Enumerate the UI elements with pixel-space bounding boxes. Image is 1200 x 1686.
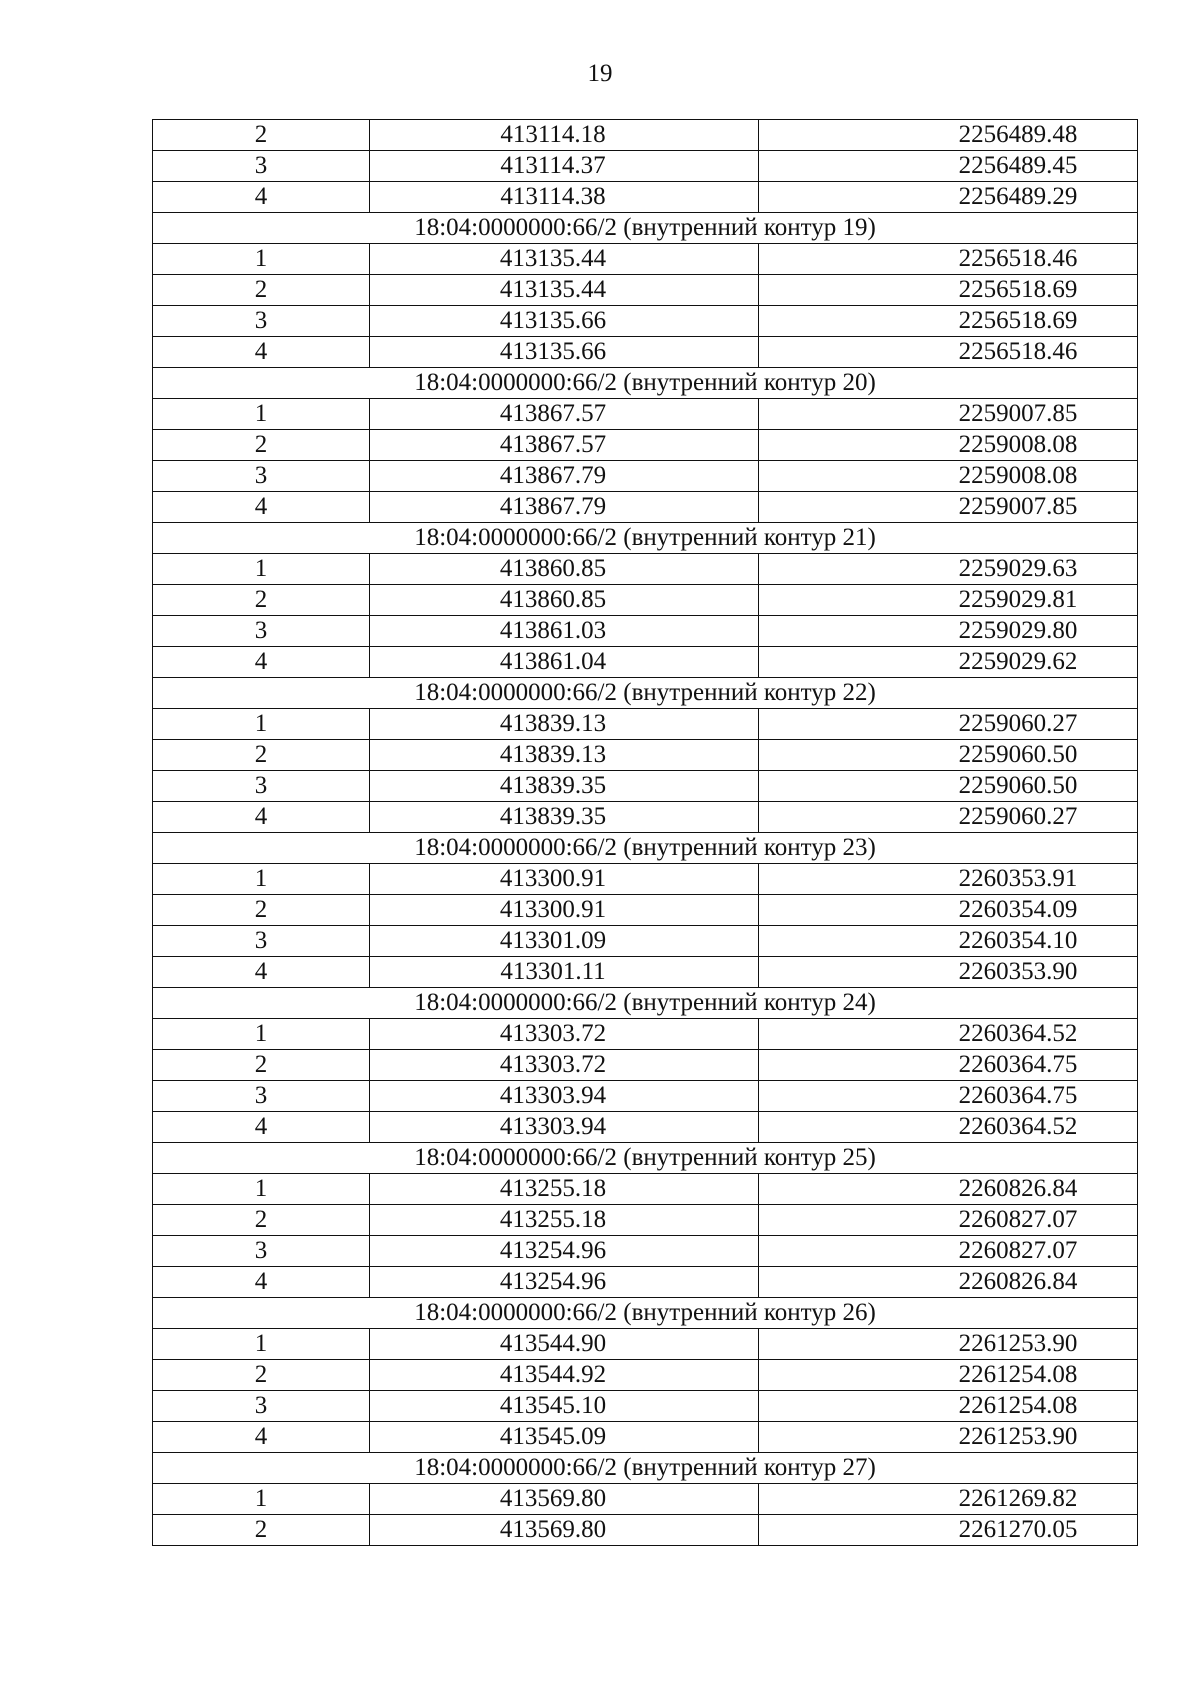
y-coordinate: 2256489.48	[958, 121, 1078, 148]
x-coordinate: 413545.10	[499, 1392, 607, 1419]
y-coordinate: 2260827.07	[958, 1206, 1078, 1233]
y-coordinate-cell	[759, 1112, 1138, 1143]
y-coordinate: 2260353.91	[958, 865, 1078, 892]
table-row	[153, 802, 1138, 833]
x-coordinate-cell	[370, 1422, 759, 1453]
x-coordinate-cell	[370, 1484, 759, 1515]
x-coordinate-cell	[370, 244, 759, 275]
x-coordinate-cell	[370, 1205, 759, 1236]
y-coordinate: 2260354.09	[958, 896, 1078, 923]
page-number: 19	[587, 60, 613, 87]
point-number: 1	[153, 1019, 370, 1050]
x-coordinate-cell	[370, 1081, 759, 1112]
x-coordinate-cell	[370, 802, 759, 833]
x-coordinate-cell	[370, 616, 759, 647]
x-coordinate: 413254.96	[499, 1237, 607, 1264]
x-coordinate-cell	[370, 337, 759, 368]
x-coordinate: 413114.18	[500, 121, 606, 148]
x-coordinate: 413301.09	[499, 927, 607, 954]
x-coordinate: 413544.90	[499, 1330, 607, 1357]
y-coordinate-cell	[759, 461, 1138, 492]
point-number: 3	[153, 151, 370, 182]
point-number: 3	[153, 306, 370, 337]
point-number: 1	[153, 244, 370, 275]
coordinates-table	[152, 119, 1138, 1546]
x-coordinate: 413114.37	[500, 152, 606, 179]
y-coordinate: 2261270.05	[958, 1516, 1078, 1543]
contour-header-row	[153, 523, 1138, 554]
point-number: 3	[153, 1236, 370, 1267]
table-row	[153, 647, 1138, 678]
y-coordinate-cell	[759, 616, 1138, 647]
point-number: 2	[153, 1205, 370, 1236]
point-number: 2	[153, 740, 370, 771]
y-coordinate-cell	[759, 771, 1138, 802]
y-coordinate-cell	[759, 1174, 1138, 1205]
point-number: 4	[153, 957, 370, 988]
x-coordinate-cell	[370, 430, 759, 461]
x-coordinate: 413300.91	[499, 865, 607, 892]
table-row	[153, 616, 1138, 647]
y-coordinate-cell	[759, 1391, 1138, 1422]
x-coordinate: 413300.91	[499, 896, 607, 923]
y-coordinate-cell	[759, 430, 1138, 461]
y-coordinate-cell	[759, 151, 1138, 182]
point-number: 4	[153, 1422, 370, 1453]
point-number: 3	[153, 926, 370, 957]
y-coordinate-cell	[759, 1484, 1138, 1515]
x-coordinate-cell	[370, 864, 759, 895]
contour-header-row	[153, 833, 1138, 864]
y-coordinate: 2259060.50	[958, 741, 1078, 768]
y-coordinate-cell	[759, 1329, 1138, 1360]
y-coordinate-cell	[759, 585, 1138, 616]
table-row	[153, 1112, 1138, 1143]
x-coordinate: 413860.85	[499, 555, 607, 582]
x-coordinate: 413867.57	[499, 400, 607, 427]
y-coordinate-cell	[759, 120, 1138, 151]
y-coordinate: 2259007.85	[958, 400, 1078, 427]
table-row	[153, 1174, 1138, 1205]
y-coordinate-cell	[759, 740, 1138, 771]
x-coordinate-cell	[370, 492, 759, 523]
point-number: 1	[153, 554, 370, 585]
y-coordinate-cell	[759, 1360, 1138, 1391]
contour-header: 18:04:0000000:66/2 (внутренний контур 26)	[153, 1298, 1138, 1329]
x-coordinate: 413301.11	[500, 958, 606, 985]
point-number: 3	[153, 1081, 370, 1112]
x-coordinate-cell	[370, 585, 759, 616]
point-number: 3	[153, 461, 370, 492]
point-number: 1	[153, 1329, 370, 1360]
x-coordinate: 413135.44	[499, 245, 607, 272]
y-coordinate-cell	[759, 802, 1138, 833]
y-coordinate: 2259029.80	[958, 617, 1078, 644]
x-coordinate-cell	[370, 275, 759, 306]
x-coordinate: 413569.80	[499, 1516, 607, 1543]
y-coordinate-cell	[759, 337, 1138, 368]
table-row	[153, 864, 1138, 895]
y-coordinate: 2256518.46	[958, 338, 1078, 365]
point-number: 1	[153, 1484, 370, 1515]
y-coordinate-cell	[759, 1205, 1138, 1236]
x-coordinate: 413303.94	[499, 1082, 607, 1109]
x-coordinate-cell	[370, 1174, 759, 1205]
y-coordinate-cell	[759, 554, 1138, 585]
y-coordinate: 2260364.52	[958, 1113, 1078, 1140]
x-coordinate: 413861.04	[499, 648, 607, 675]
table-row	[153, 1267, 1138, 1298]
y-coordinate-cell	[759, 1236, 1138, 1267]
x-coordinate: 413303.72	[499, 1051, 607, 1078]
contour-header-row	[153, 1298, 1138, 1329]
x-coordinate: 413545.09	[499, 1423, 607, 1450]
y-coordinate-cell	[759, 926, 1138, 957]
table-row	[153, 182, 1138, 213]
y-coordinate-cell	[759, 957, 1138, 988]
x-coordinate-cell	[370, 120, 759, 151]
x-coordinate: 413839.13	[499, 741, 607, 768]
point-number: 1	[153, 709, 370, 740]
point-number: 4	[153, 647, 370, 678]
y-coordinate-cell	[759, 244, 1138, 275]
x-coordinate: 413839.35	[499, 803, 607, 830]
x-coordinate-cell	[370, 151, 759, 182]
table-row	[153, 585, 1138, 616]
y-coordinate: 2260826.84	[958, 1175, 1078, 1202]
table-row	[153, 740, 1138, 771]
x-coordinate-cell	[370, 461, 759, 492]
contour-header: 18:04:0000000:66/2 (внутренний контур 21)	[153, 523, 1138, 554]
table-row	[153, 1236, 1138, 1267]
x-coordinate-cell	[370, 926, 759, 957]
point-number: 3	[153, 616, 370, 647]
table-row	[153, 151, 1138, 182]
table-row	[153, 1422, 1138, 1453]
x-coordinate-cell	[370, 740, 759, 771]
y-coordinate: 2260364.75	[958, 1082, 1078, 1109]
table-row	[153, 1019, 1138, 1050]
x-coordinate-cell	[370, 1236, 759, 1267]
table-row	[153, 1360, 1138, 1391]
y-coordinate: 2256518.46	[958, 245, 1078, 272]
point-number: 1	[153, 1174, 370, 1205]
x-coordinate-cell	[370, 1391, 759, 1422]
table-row	[153, 1205, 1138, 1236]
x-coordinate-cell	[370, 1050, 759, 1081]
contour-header: 18:04:0000000:66/2 (внутренний контур 20)	[153, 368, 1138, 399]
y-coordinate: 2261253.90	[958, 1330, 1078, 1357]
x-coordinate-cell	[370, 957, 759, 988]
x-coordinate: 413135.44	[499, 276, 607, 303]
y-coordinate: 2261254.08	[958, 1361, 1078, 1388]
x-coordinate-cell	[370, 1267, 759, 1298]
x-coordinate-cell	[370, 647, 759, 678]
y-coordinate: 2261254.08	[958, 1392, 1078, 1419]
point-number: 4	[153, 337, 370, 368]
x-coordinate-cell	[370, 895, 759, 926]
y-coordinate: 2261269.82	[958, 1485, 1078, 1512]
contour-header: 18:04:0000000:66/2 (внутренний контур 19)	[153, 213, 1138, 244]
coordinates-table-body	[153, 120, 1138, 1546]
contour-header-row	[153, 1453, 1138, 1484]
y-coordinate: 2260354.10	[958, 927, 1078, 954]
point-number: 4	[153, 802, 370, 833]
x-coordinate: 413860.85	[499, 586, 607, 613]
y-coordinate-cell	[759, 1267, 1138, 1298]
x-coordinate: 413114.38	[500, 183, 606, 210]
point-number: 2	[153, 1360, 370, 1391]
table-row	[153, 1050, 1138, 1081]
y-coordinate: 2256518.69	[958, 307, 1078, 334]
y-coordinate: 2259060.27	[958, 803, 1078, 830]
x-coordinate: 413254.96	[499, 1268, 607, 1295]
table-row	[153, 926, 1138, 957]
x-coordinate: 413303.72	[499, 1020, 607, 1047]
y-coordinate: 2256518.69	[958, 276, 1078, 303]
x-coordinate: 413861.03	[499, 617, 607, 644]
table-row	[153, 492, 1138, 523]
x-coordinate-cell	[370, 1515, 759, 1546]
x-coordinate: 413303.94	[499, 1113, 607, 1140]
x-coordinate-cell	[370, 399, 759, 430]
point-number: 3	[153, 771, 370, 802]
table-row	[153, 461, 1138, 492]
y-coordinate: 2260827.07	[958, 1237, 1078, 1264]
table-row	[153, 1515, 1138, 1546]
contour-header: 18:04:0000000:66/2 (внутренний контур 22)	[153, 678, 1138, 709]
table-row	[153, 306, 1138, 337]
point-number: 4	[153, 1267, 370, 1298]
y-coordinate-cell	[759, 1422, 1138, 1453]
y-coordinate-cell	[759, 306, 1138, 337]
contour-header-row	[153, 1143, 1138, 1174]
y-coordinate: 2256489.45	[958, 152, 1078, 179]
x-coordinate-cell	[370, 1112, 759, 1143]
point-number: 2	[153, 585, 370, 616]
contour-header-row	[153, 368, 1138, 399]
table-row	[153, 1081, 1138, 1112]
contour-header-row	[153, 678, 1138, 709]
x-coordinate: 413569.80	[499, 1485, 607, 1512]
y-coordinate-cell	[759, 1081, 1138, 1112]
point-number: 4	[153, 1112, 370, 1143]
y-coordinate-cell	[759, 492, 1138, 523]
contour-header-row	[153, 988, 1138, 1019]
y-coordinate: 2256489.29	[958, 183, 1078, 210]
y-coordinate-cell	[759, 647, 1138, 678]
y-coordinate: 2259008.08	[958, 431, 1078, 458]
contour-header-row	[153, 213, 1138, 244]
point-number: 2	[153, 895, 370, 926]
y-coordinate: 2259060.27	[958, 710, 1078, 737]
x-coordinate: 413135.66	[499, 307, 607, 334]
x-coordinate: 413255.18	[499, 1175, 607, 1202]
point-number: 1	[153, 399, 370, 430]
y-coordinate: 2261253.90	[958, 1423, 1078, 1450]
x-coordinate-cell	[370, 554, 759, 585]
x-coordinate-cell	[370, 771, 759, 802]
table-row	[153, 430, 1138, 461]
contour-header: 18:04:0000000:66/2 (внутренний контур 23)	[153, 833, 1138, 864]
point-number: 2	[153, 1515, 370, 1546]
x-coordinate-cell	[370, 709, 759, 740]
contour-header: 18:04:0000000:66/2 (внутренний контур 24)	[153, 988, 1138, 1019]
x-coordinate: 413544.92	[499, 1361, 607, 1388]
y-coordinate: 2259029.63	[958, 555, 1078, 582]
point-number: 1	[153, 864, 370, 895]
x-coordinate-cell	[370, 1019, 759, 1050]
x-coordinate: 413255.18	[499, 1206, 607, 1233]
y-coordinate-cell	[759, 895, 1138, 926]
y-coordinate-cell	[759, 864, 1138, 895]
point-number: 2	[153, 1050, 370, 1081]
contour-header: 18:04:0000000:66/2 (внутренний контур 27)	[153, 1453, 1138, 1484]
y-coordinate: 2260826.84	[958, 1268, 1078, 1295]
table-row	[153, 399, 1138, 430]
table-row	[153, 1484, 1138, 1515]
point-number: 2	[153, 430, 370, 461]
y-coordinate: 2259008.08	[958, 462, 1078, 489]
table-row	[153, 957, 1138, 988]
x-coordinate: 413135.66	[499, 338, 607, 365]
point-number: 4	[153, 492, 370, 523]
x-coordinate: 413867.57	[499, 431, 607, 458]
x-coordinate: 413839.13	[499, 710, 607, 737]
y-coordinate-cell	[759, 275, 1138, 306]
table-row	[153, 1329, 1138, 1360]
x-coordinate: 413867.79	[499, 493, 607, 520]
table-row	[153, 275, 1138, 306]
y-coordinate: 2259029.62	[958, 648, 1078, 675]
y-coordinate: 2260353.90	[958, 958, 1078, 985]
x-coordinate-cell	[370, 306, 759, 337]
table-row	[153, 554, 1138, 585]
x-coordinate: 413839.35	[499, 772, 607, 799]
table-row	[153, 771, 1138, 802]
table-row	[153, 895, 1138, 926]
y-coordinate: 2260364.75	[958, 1051, 1078, 1078]
y-coordinate: 2259029.81	[958, 586, 1078, 613]
point-number: 4	[153, 182, 370, 213]
table-row	[153, 244, 1138, 275]
y-coordinate-cell	[759, 182, 1138, 213]
x-coordinate-cell	[370, 1360, 759, 1391]
point-number: 2	[153, 275, 370, 306]
x-coordinate: 413867.79	[499, 462, 607, 489]
y-coordinate-cell	[759, 1515, 1138, 1546]
y-coordinate-cell	[759, 1050, 1138, 1081]
point-number: 2	[153, 120, 370, 151]
contour-header: 18:04:0000000:66/2 (внутренний контур 25)	[153, 1143, 1138, 1174]
y-coordinate-cell	[759, 1019, 1138, 1050]
table-row	[153, 337, 1138, 368]
x-coordinate-cell	[370, 1329, 759, 1360]
point-number: 3	[153, 1391, 370, 1422]
table-row	[153, 120, 1138, 151]
table-row	[153, 1391, 1138, 1422]
y-coordinate: 2259007.85	[958, 493, 1078, 520]
x-coordinate-cell	[370, 182, 759, 213]
y-coordinate-cell	[759, 709, 1138, 740]
y-coordinate: 2260364.52	[958, 1020, 1078, 1047]
table-row	[153, 709, 1138, 740]
y-coordinate: 2259060.50	[958, 772, 1078, 799]
y-coordinate-cell	[759, 399, 1138, 430]
